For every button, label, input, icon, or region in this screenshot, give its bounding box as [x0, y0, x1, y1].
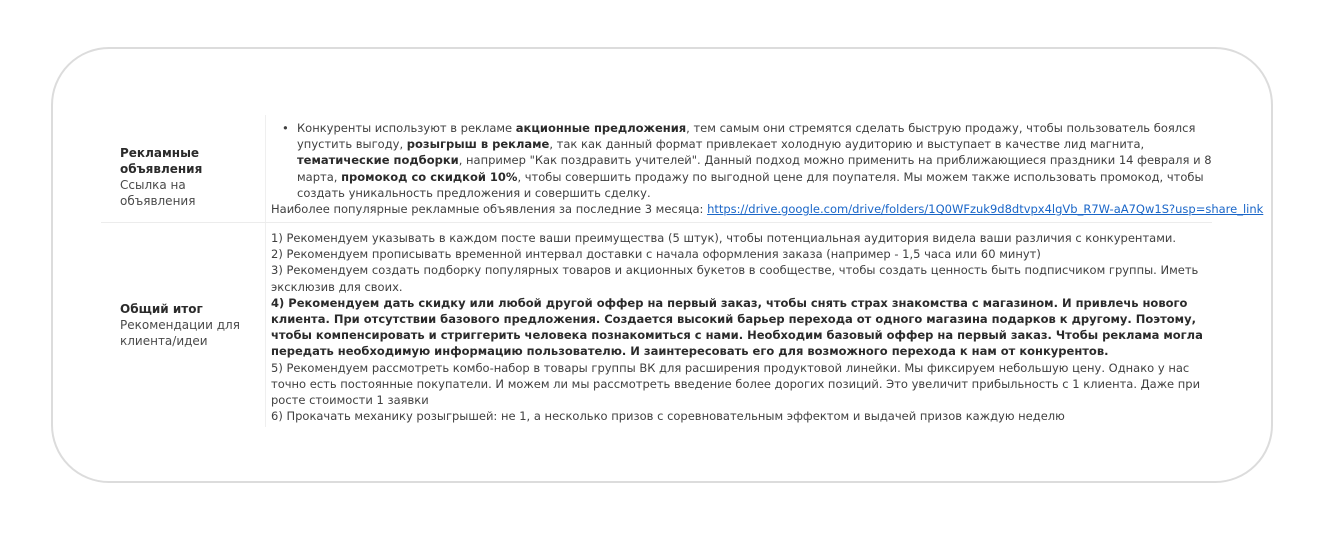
popular-ads-text: Наиболее популярные рекламные объявления за последние 3 месяца:: [271, 202, 708, 217]
list-item-highlighted: 4) Рекомендуем дать скидку или любой другой оффер на первый заказ, чтобы снять страх знакомства с магазином. И привлечь нового клиента. При отсутствии базового предложения. Создается высокий барьер перехода от одного магазина подарков к другому. Поэтому, чтобы компенсировать и стриггерить человека познакомиться с нами. Необходим базовый оффер на первый заказ. Чтобы реклама могла передать необходимую информацию пользователю. И заинтересовать его для возможного перехода к нам от конкурентов.: [271, 295, 1203, 359]
row-content-summary: [271, 230, 1216, 424]
ads-bullet-item: [271, 120, 1216, 201]
bullet-text: , тем самым они стремятся сделать быструю продажу, чтобы пользователь боялся упустить выгоду,: [297, 121, 1196, 152]
bullet-bold: тематические подборки: [297, 153, 459, 168]
popular-ads-line: [271, 201, 1264, 217]
list-item: 3) Рекомендуем создать подборку популярных товаров и акционных букетов в сообществе, чтобы создать ценность быть подписчиком группы. Иметь эксклюзив для своих.: [271, 263, 1199, 294]
row-subtitle: Ссылка на объявления: [120, 178, 196, 208]
row-title: Общий итог: [120, 302, 203, 316]
drive-folder-link[interactable]: https://drive.google.com/drive/folders/1Q0WFzuk9d8dtvpx4lgVb_R7W-aA7Qw1S?usp=share_link: [707, 202, 1264, 217]
list-item: 2) Рекомендуем прописывать временной интервал доставки с начала оформления заказа (например - 1,5 часа или 60 минут): [271, 247, 1041, 262]
bullet-dot-icon: •: [282, 121, 289, 135]
list-item: 5) Рекомендуем рассмотреть комбо-набор в товары группы ВК для расширения продуктовой линейки. Мы фиксируем небольшую цену. Однако у нас точно есть постоянные покупатели. И можем ли мы рассмотреть введение более дорогих позиций. Это увеличит прибыльность с 1 клиента. Даже при росте стоимости 1 заявки: [271, 360, 1201, 408]
row-title: Рекламные объявления: [120, 146, 203, 176]
list-item: 6) Прокачать механику розыгрышей: не 1, а несколько призов с соревновательным эффектом и выдачей призов каждую неделю: [271, 409, 1065, 424]
report-table: [101, 115, 1264, 427]
list-item: 1) Рекомендуем указывать в каждом посте ваши преимущества (5 штук), чтобы потенциальная аудитория видела ваши различия с конкурентами.: [271, 231, 1177, 245]
bullet-text: , чтобы совершить продажу по выгодной цене для поупателя. Мы можем также использовать промокод, чтобы создать уникальность предложения и совершить сделку.: [297, 169, 1204, 200]
bullet-bold: розыгрыш в рекламе: [406, 137, 550, 152]
row-label-summary: [120, 301, 260, 349]
bullet-text: , так как данный формат привлекает холодную аудиторию и выступает в качестве лид магнита,: [549, 137, 1145, 152]
row-label-ads: [120, 145, 260, 209]
bullet-text: Конкуренты используют в рекламе: [297, 121, 516, 135]
bullet-bold: акционные предложения: [515, 121, 687, 135]
bullet-text: , например "Как поздравить учителей". Данный подход можно применить на приближающиеся праздники 14 февраля и 8 марта,: [297, 153, 1212, 184]
row-content-ads: [271, 120, 1264, 217]
table-row-summary: [101, 223, 1212, 427]
row-subtitle: Рекомендации для клиента/идеи: [120, 318, 240, 348]
table-row-ads: [101, 115, 1264, 223]
bullet-bold: промокод со скидкой 10%: [341, 169, 518, 184]
